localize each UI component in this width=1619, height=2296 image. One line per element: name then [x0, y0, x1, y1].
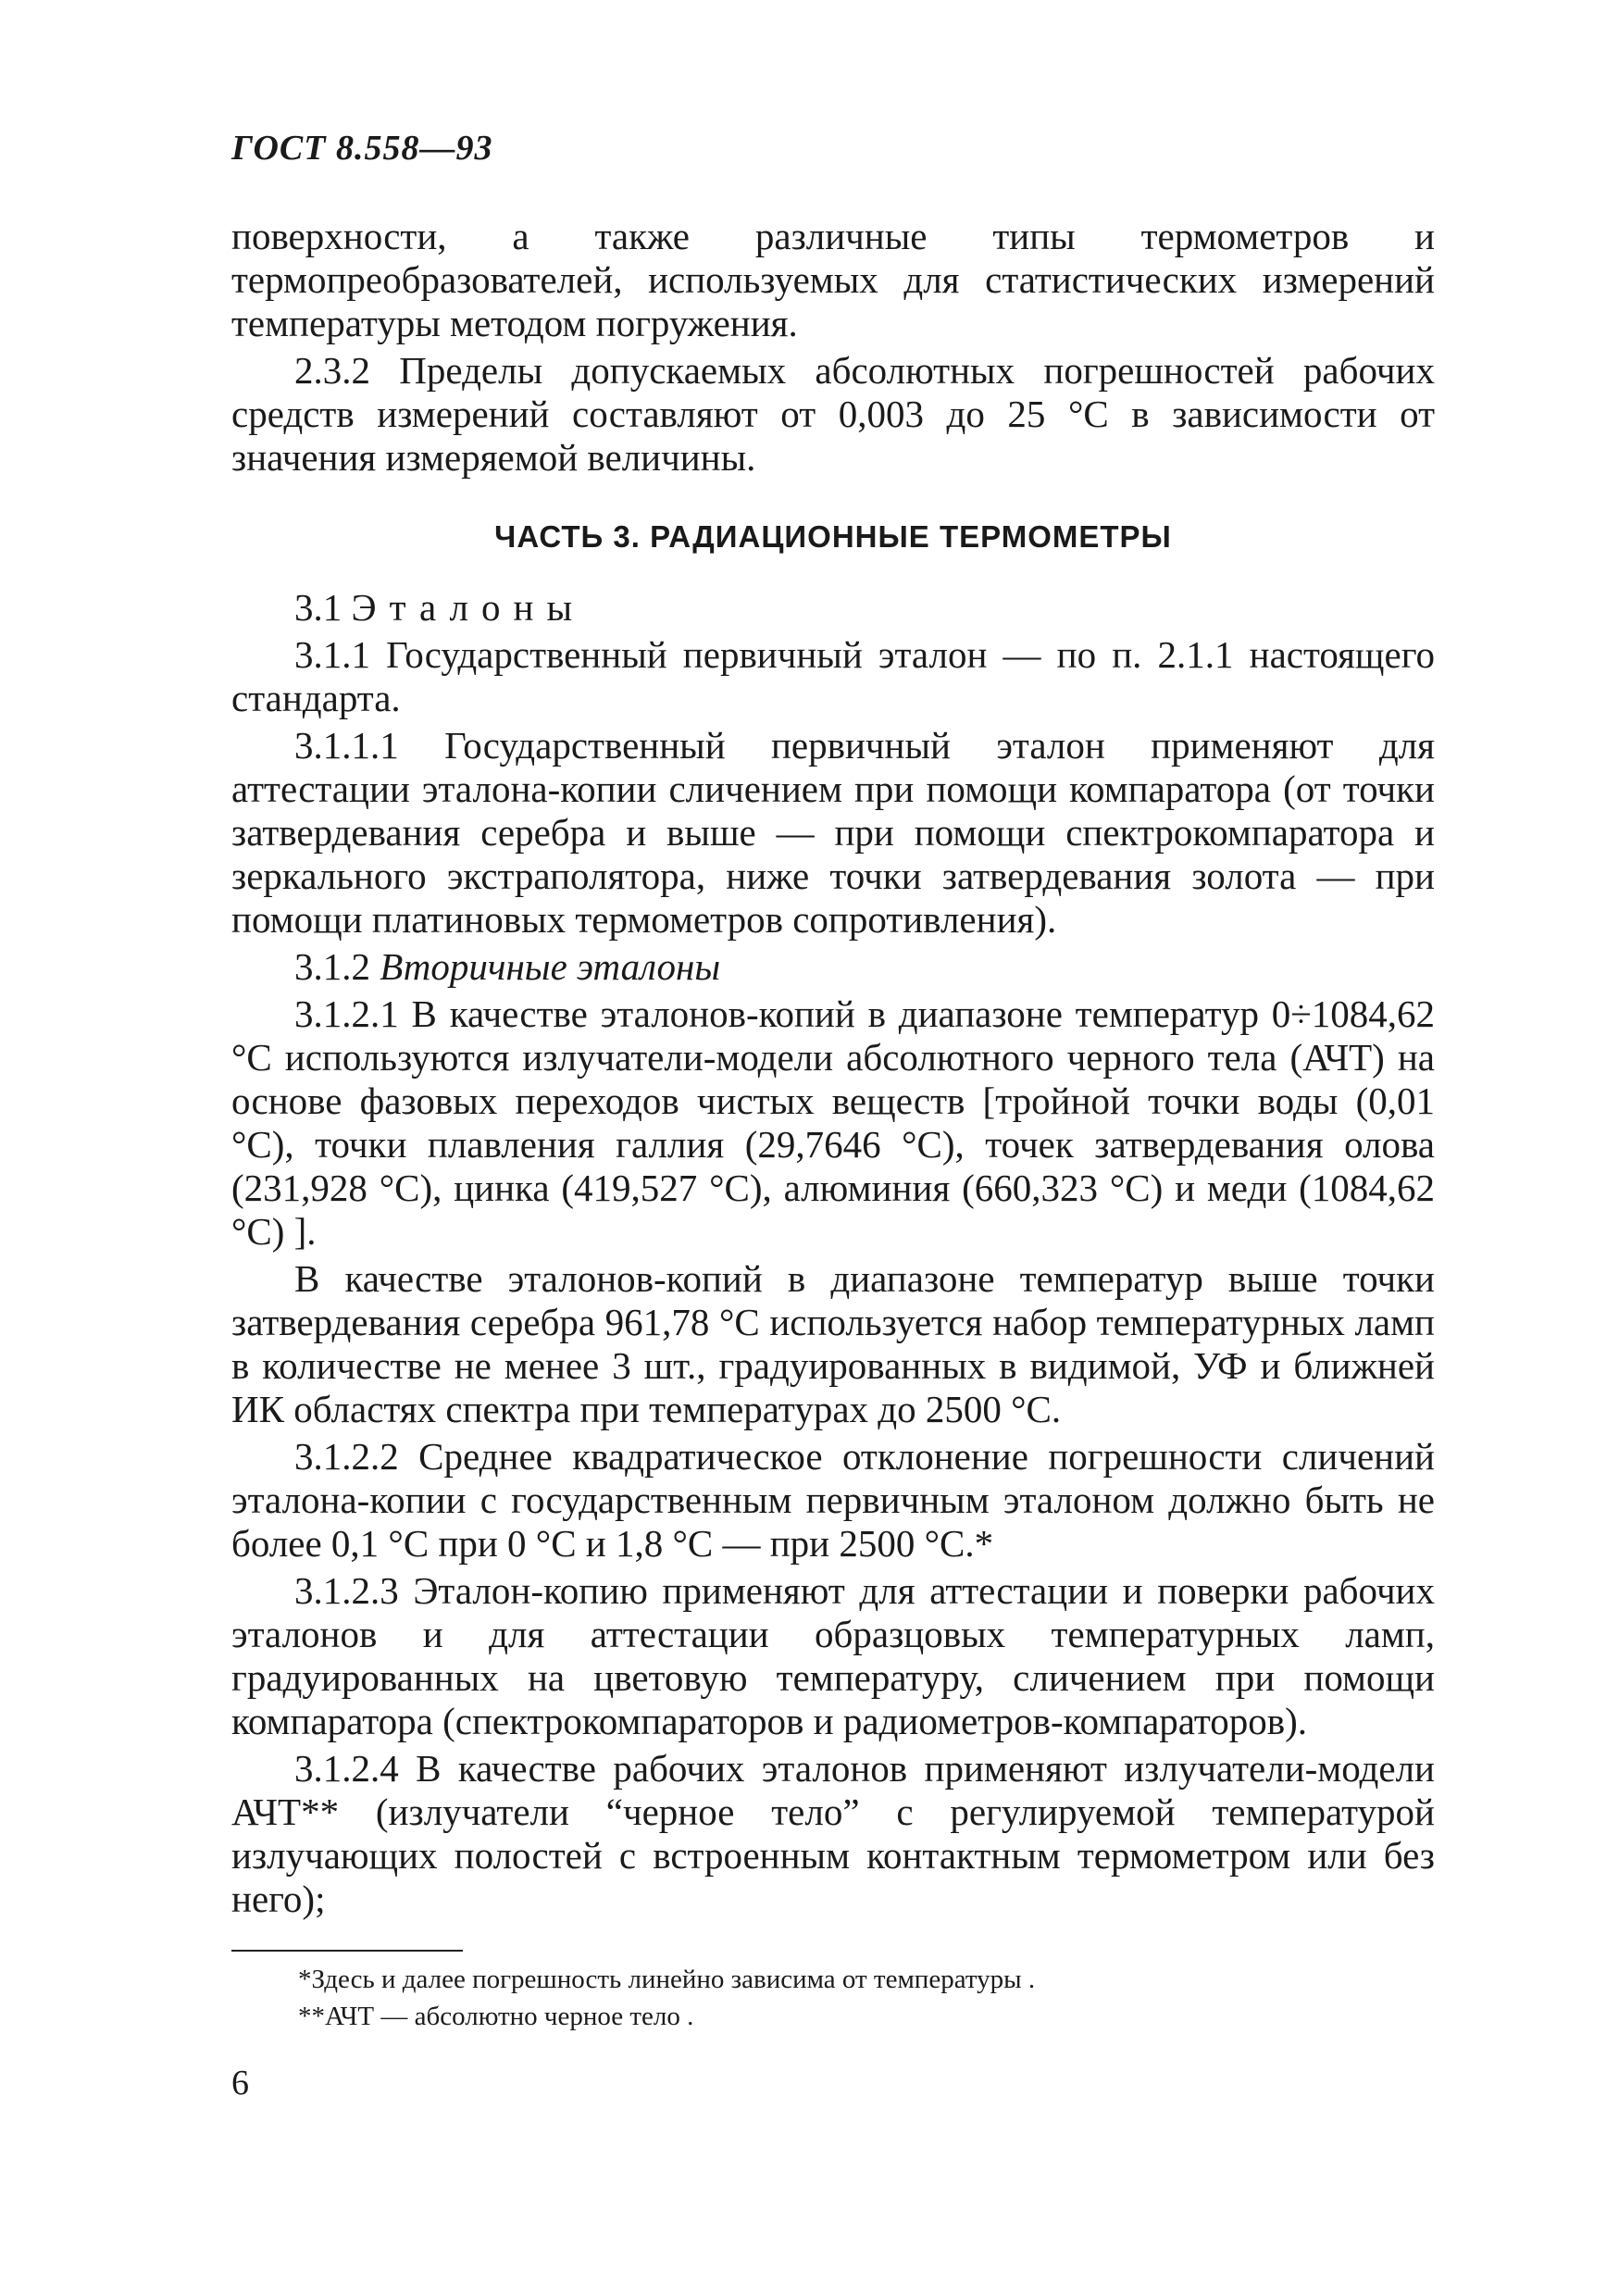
- paragraph-3-1-2-1: 3.1.2.1 В качестве эталонов-копий в диапазоне температур 0÷1084,62 °С используются излучатели-модели абсолютного черного тела (АЧТ) на основе фазовых переходов чистых веществ [тройной точки воды (0,01 °С), точки плавления галлия (29,7646 °С), точек затвердевания олова (231,928 °С), цинка (419,527 °С), алюминия (660,323 °С) и меди (1084,62 °С) ].: [231, 992, 1435, 1253]
- paragraph-3-1-2-3: 3.1.2.3 Эталон-копию применяют для аттестации и поверки рабочих эталонов и для аттестации образцовых температурных ламп, градуированных на цветовую температуру, сличением при помощи компаратора (спектрокомпараторов и радиометров-компараторов).: [231, 1569, 1435, 1742]
- section-title: ЧАСТЬ 3. РАДИАЦИОННЫЕ ТЕРМОМЕТРЫ: [494, 519, 1172, 554]
- footnote-2: **АЧТ — абсолютно черное тело .: [298, 2002, 694, 2031]
- subsection-3-1-number: 3.1: [294, 586, 342, 629]
- paragraph-3-1-2-2: 3.1.2.2 Среднее квадратическое отклонение погрешности сличений эталона-копии с государственным первичным эталоном должно быть не более 0,1 °С при 0 °С и 1,8 °С — при 2500 °С.*: [231, 1435, 1435, 1565]
- paragraph-3-1-2-4: 3.1.2.4 В качестве рабочих эталонов применяют излучатели-модели АЧТ** (излучатели “черное тело” с регулируемой температурой излучающих полостей с встроенным контактным термометром или без него);: [231, 1747, 1435, 1920]
- paragraph-2-3-2: 2.3.2 Пределы допускаемых абсолютных погрешностей рабочих средств измерений составляют от 0,003 до 25 °С в зависимости от значения измеряемой величины.: [231, 349, 1435, 479]
- subsection-3-1-heading: [231, 586, 1435, 630]
- paragraph-3-1-2-1-continued: В качестве эталонов-копий в диапазоне температур выше точки затвердевания серебра 961,78 °С используется набор температурных ламп в количестве не менее 3 шт., градуированных в видимой, УФ и ближней ИК областях спектра при температурах до 2500 °С.: [231, 1257, 1435, 1430]
- page-number: 6: [231, 2064, 249, 2103]
- paragraph-continuation: поверхности, а также различные типы термометров и термопреобразователей, используемых для статистических измерений температуры методом погружения.: [231, 215, 1435, 344]
- subsection-3-1-2-number: 3.1.2: [294, 945, 370, 988]
- paragraph-3-1-1-1: 3.1.1.1 Государственный первичный эталон применяют для аттестации эталона-копии сличением при помощи компаратора (от точки затвердевания серебра и выше — при помощи спектрокомпаратора и зеркального экстраполятора, ниже точки затвердевания золота — при помощи платиновых термометров сопротивления).: [231, 724, 1435, 941]
- footnote-divider: [231, 1950, 463, 1952]
- document-body: [231, 215, 1435, 1925]
- subsection-3-1-2-heading: [231, 945, 1435, 989]
- subsection-3-1-title: Эталоны: [351, 586, 585, 629]
- footnote-1: *Здесь и далее погрешность линейно зависима от температуры .: [298, 1965, 1036, 1994]
- footnotes: [298, 1961, 1035, 2035]
- paragraph-3-1-1: 3.1.1 Государственный первичный эталон — по п. 2.1.1 настоящего стандарта.: [231, 633, 1435, 719]
- page-header: ГОСТ 8.558—93: [231, 129, 493, 168]
- subsection-3-1-2-title: Вторичные эталоны: [380, 945, 721, 988]
